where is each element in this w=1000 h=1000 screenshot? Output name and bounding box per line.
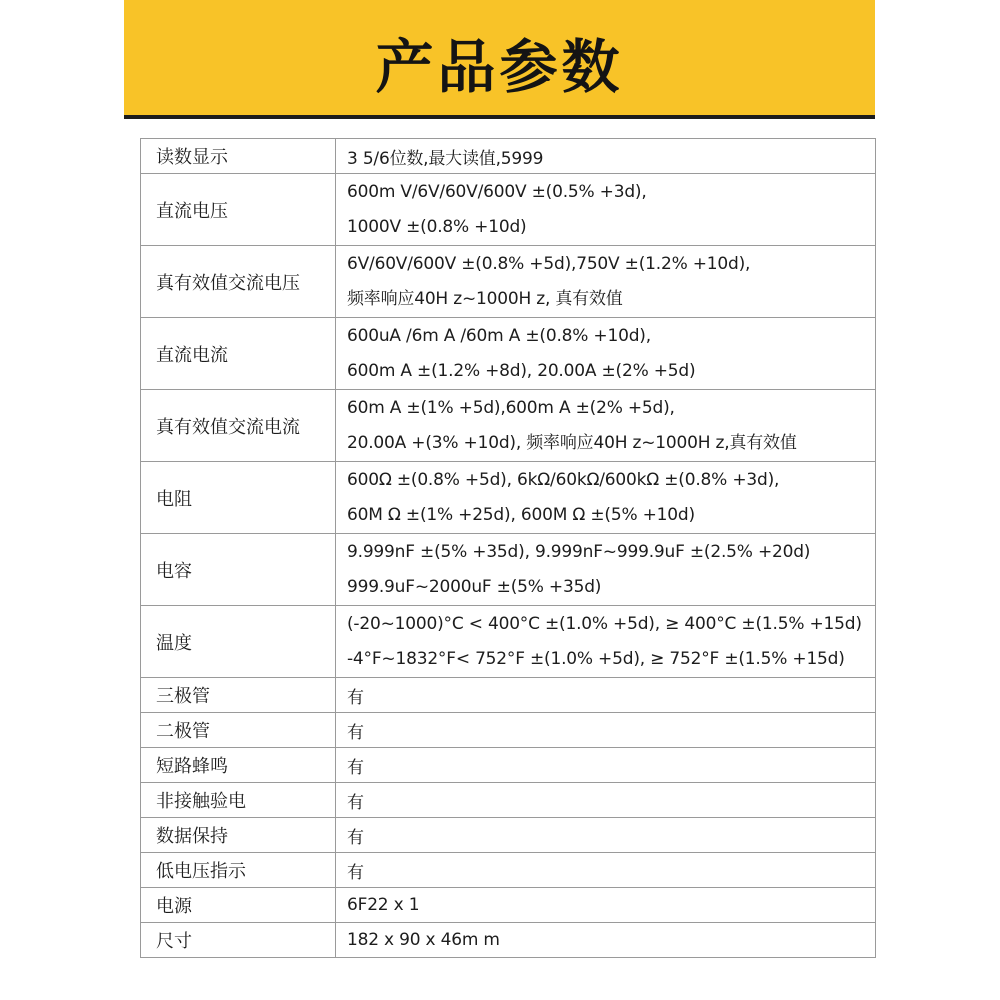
spec-label: 低电压指示 [141, 853, 336, 888]
spec-value-line: 有 [347, 687, 364, 708]
spec-label: 短路蜂鸣 [141, 748, 336, 783]
spec-label: 非接触验电 [141, 783, 336, 818]
spec-row-transistor [141, 678, 876, 713]
spec-value-line: 9.999nF ±(5% +35d), 9.999nF~999.9uF ±(2.5% +20d) [347, 541, 811, 562]
spec-row-dc-current [141, 318, 876, 390]
spec-value-line: 60m A ±(1% +5d),600m A ±(2% +5d), [347, 397, 675, 418]
spec-row-resistance [141, 462, 876, 534]
spec-value-line: 600m V/6V/60V/600V ±(0.5% +3d), [347, 181, 647, 202]
spec-value-line: 3 5/6位数,最大读值,5999 [347, 148, 544, 169]
spec-value [336, 853, 876, 888]
spec-value-line: 有 [347, 722, 364, 743]
spec-value-line: 20.00A +(3% +10d), 频率响应40H z~1000H z,真有效值 [347, 432, 797, 453]
spec-label: 直流电压 [141, 174, 336, 246]
spec-value [336, 783, 876, 818]
spec-row-size [141, 923, 876, 958]
spec-value [336, 246, 876, 318]
spec-label: 三极管 [141, 678, 336, 713]
spec-value [336, 678, 876, 713]
spec-value [336, 390, 876, 462]
spec-value [336, 534, 876, 606]
spec-row-data-hold [141, 818, 876, 853]
spec-value-line: 600m A ±(1.2% +8d), 20.00A ±(2% +5d) [347, 360, 696, 381]
header-banner [124, 0, 875, 117]
spec-table [140, 138, 876, 958]
spec-value-line: 1000V ±(0.8% +10d) [347, 216, 527, 237]
spec-value-line: 60M Ω ±(1% +25d), 600M Ω ±(5% +10d) [347, 504, 695, 525]
spec-label: 真有效值交流电压 [141, 246, 336, 318]
spec-value-line: -4°F~1832°F< 752°F ±(1.0% +5d), ≥ 752°F ±(1.5% +15d) [347, 648, 845, 669]
spec-value [336, 462, 876, 534]
spec-row-low-battery [141, 853, 876, 888]
spec-label: 尺寸 [141, 923, 336, 958]
spec-value [336, 748, 876, 783]
spec-value [336, 606, 876, 678]
spec-label: 数据保持 [141, 818, 336, 853]
spec-row-display [141, 139, 876, 174]
spec-label: 电阻 [141, 462, 336, 534]
spec-value [336, 713, 876, 748]
spec-value-line: 频率响应40H z~1000H z, 真有效值 [347, 288, 623, 309]
spec-value-line: (-20~1000)°C < 400°C ±(1.0% +5d), ≥ 400°C ±(1.5% +15d) [347, 613, 862, 634]
spec-label: 温度 [141, 606, 336, 678]
spec-value-line: 有 [347, 827, 364, 848]
spec-label: 二极管 [141, 713, 336, 748]
spec-value-line: 有 [347, 792, 364, 813]
spec-value-line: 600uA /6m A /60m A ±(0.8% +10d), [347, 325, 651, 346]
spec-row-power [141, 888, 876, 923]
spec-value [336, 318, 876, 390]
spec-value [336, 888, 876, 923]
header-divider [124, 115, 875, 119]
spec-value [336, 174, 876, 246]
spec-label: 直流电流 [141, 318, 336, 390]
spec-row-capacitance [141, 534, 876, 606]
spec-label: 电容 [141, 534, 336, 606]
spec-row-ac-voltage [141, 246, 876, 318]
spec-value-line: 999.9uF~2000uF ±(5% +35d) [347, 576, 602, 597]
spec-row-dc-voltage [141, 174, 876, 246]
spec-value-line: 182 x 90 x 46m m [347, 930, 500, 950]
page-title: 产品参数 [375, 32, 624, 101]
spec-row-continuity [141, 748, 876, 783]
spec-value-line: 6F22 x 1 [347, 895, 420, 915]
spec-row-ac-current [141, 390, 876, 462]
spec-row-diode [141, 713, 876, 748]
spec-value-line: 有 [347, 862, 364, 883]
spec-value-line: 600Ω ±(0.8% +5d), 6kΩ/60kΩ/600kΩ ±(0.8% +3d), [347, 469, 780, 490]
spec-row-ncv [141, 783, 876, 818]
spec-label: 电源 [141, 888, 336, 923]
spec-value [336, 818, 876, 853]
spec-value [336, 923, 876, 958]
spec-value-line: 有 [347, 757, 364, 778]
spec-label: 读数显示 [141, 139, 336, 174]
spec-value [336, 139, 876, 174]
spec-label: 真有效值交流电流 [141, 390, 336, 462]
spec-row-temperature [141, 606, 876, 678]
spec-value-line: 6V/60V/600V ±(0.8% +5d),750V ±(1.2% +10d), [347, 253, 751, 274]
